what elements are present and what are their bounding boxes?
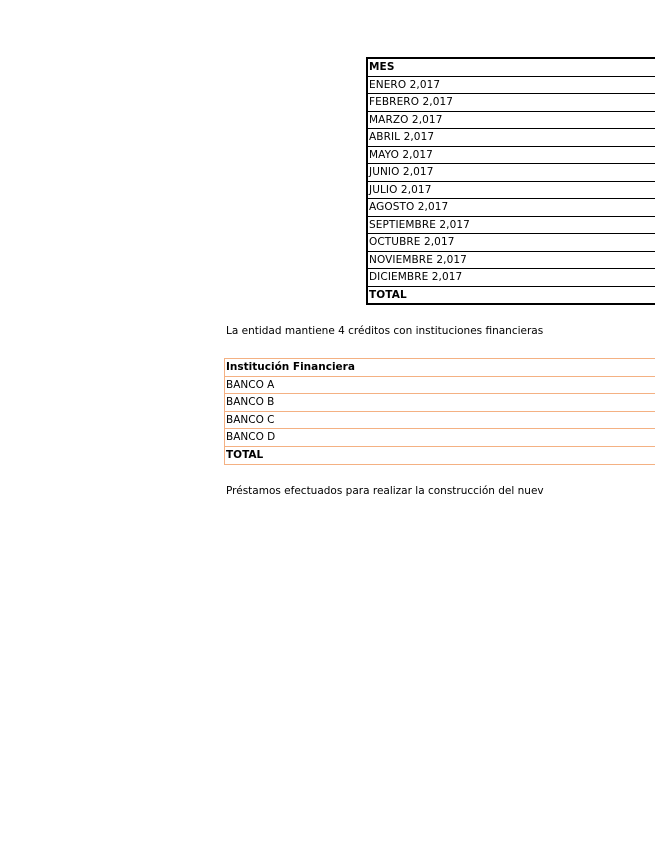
bank-row: BANCO B [225, 394, 655, 412]
month-row: FEBRERO 2,017 [368, 94, 655, 112]
bank-table-header: Institución Financiera [225, 359, 655, 377]
bank-row: BANCO C [225, 412, 655, 430]
month-table-header: MES [368, 59, 655, 77]
bank-row: BANCO D [225, 429, 655, 447]
month-row: JUNIO 2,017 [368, 164, 655, 182]
month-row: ENERO 2,017 [368, 77, 655, 95]
loans-paragraph: Préstamos efectuados para realizar la construcción del nuev [226, 485, 544, 497]
bank-row: BANCO A [225, 377, 655, 395]
month-row: SEPTIEMBRE 2,017 [368, 217, 655, 235]
month-table [366, 57, 655, 305]
bank-table [224, 358, 655, 465]
month-row: ABRIL 2,017 [368, 129, 655, 147]
bank-table-total: TOTAL [225, 447, 655, 465]
month-row: MARZO 2,017 [368, 112, 655, 130]
month-row: MAYO 2,017 [368, 147, 655, 165]
month-row: JULIO 2,017 [368, 182, 655, 200]
month-table-total: TOTAL [369, 288, 407, 301]
month-row: AGOSTO 2,017 [368, 199, 655, 217]
month-row: NOVIEMBRE 2,017 [368, 252, 655, 270]
month-row: OCTUBRE 2,017 [368, 234, 655, 252]
credits-paragraph: La entidad mantiene 4 créditos con instituciones financieras [226, 325, 544, 337]
month-row: DICIEMBRE 2,017 [368, 269, 655, 287]
